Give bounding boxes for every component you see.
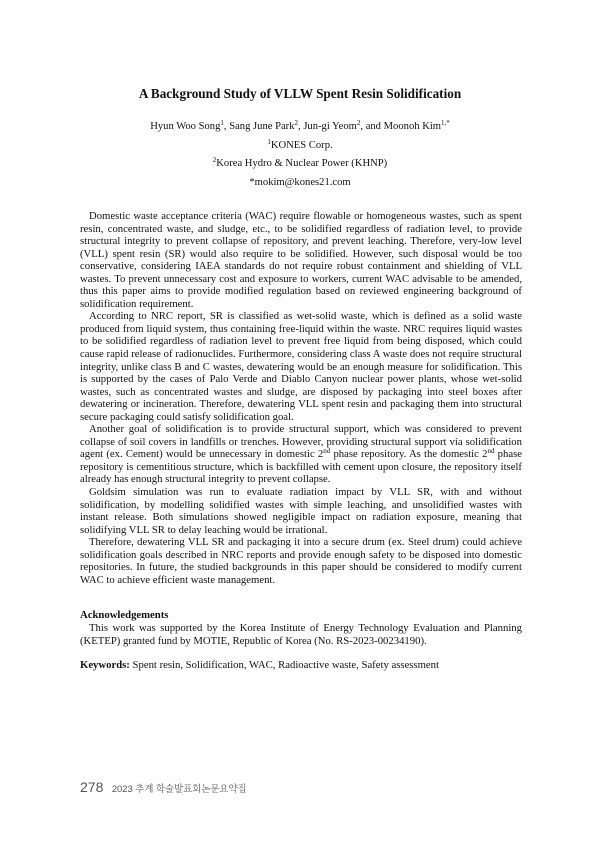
- keywords-label: Keywords:: [80, 659, 130, 671]
- author-separator: ,: [223, 121, 230, 132]
- keywords-text: Spent resin, Solidification, WAC, Radioactive waste, Safety assessment: [129, 659, 439, 671]
- affiliation-2: [0, 158, 600, 169]
- keywords-line: [80, 659, 522, 671]
- author-name: Sang June Park: [229, 121, 295, 132]
- acknowledgements-heading: Acknowledgements: [80, 609, 169, 621]
- author-list: [0, 121, 600, 132]
- paragraph-5: Therefore, dewatering VLL SR and packaging it into a secure drum (ex. Steel drum) could achieve solidification goals described in NRC reports and provide enough safety to be disposed into domestic repositories. In future, the studied backgrounds in this paper should be considered to modify current WAC to achieve efficient waste management.: [80, 536, 522, 586]
- author-affiliation-mark: 2: [356, 119, 361, 127]
- page-number: 278: [80, 779, 104, 795]
- author-affiliation-mark: 1,*: [441, 119, 450, 127]
- affiliation-1: [0, 140, 600, 151]
- paragraph-4: Goldsim simulation was run to evaluate radiation impact by VLL SR, with and without solidification, by modelling solidified wastes with simple leaching, and unsolidified wastes with instant release. Both simulations showed negligible impact on radiation exposure, meaning that solidifying VLL SR to delay leaching would be irrational.: [80, 486, 522, 536]
- paragraph-3-text-b: phase repository. As the domestic 2: [330, 448, 488, 461]
- author-name: Jun-gi Yeom: [303, 121, 357, 132]
- author-affiliation-mark: 1: [220, 119, 224, 127]
- page-footer: [80, 779, 247, 797]
- author-separator: ,: [298, 121, 304, 132]
- author-affiliation-mark: 2: [294, 119, 299, 127]
- author-name: Hyun Woo Song: [150, 121, 221, 132]
- paragraph-1: Domestic waste acceptance criteria (WAC) require flowable or homogeneous wastes, such as spent resin, concentrated waste, and sludge, etc., to be solidified regardless of radiation level, to provide structural integrity to prevent collapse of repository, and prevent leaching. Therefore, very-low level (VLL) spent resin (SR) would also require to be solidified. However, such disposal would be too conservative, considering IAEA standards do not require robust containment and shielding of VLL wastes. To prevent unnecessary cost and exposure to workers, current WAC advisable to be amended, thus this paper aims to provide modified regulation based on reviewed engineering background of solidification requirement.: [80, 210, 522, 310]
- author-name: Moonoh Kim: [383, 121, 442, 132]
- paragraph-2: According to NRC report, SR is classified as wet-solid waste, which is defined as a solid waste produced from liquid system, thus containing free-liquid within the waste. NRC requires liquid wastes to be solidified regardless of radiation level to prevent free liquid from being disposed, which could cause rapid release of radionuclides. Furthermore, considering class A waste does not require structural integrity, unlike class B and C wastes, dewatering would be an enough measure for solidification. This is supported by the cases of Palo Verde and Diablo Canyon nuclear power plants, whose wet-solid wastes, such as concentrated wastes and sludge, are disposed by packaging into steel boxes after dewatering or incineration. Therefore, dewatering VLL spent resin and packaging them into structural secure packaging could satisfy solidification goal.: [80, 310, 522, 423]
- corresponding-email: *mokim@kones21.com: [249, 177, 351, 188]
- abstract-body: [80, 210, 522, 586]
- affiliation-mark: 1: [267, 138, 271, 146]
- ordinal-suffix: nd: [323, 447, 331, 456]
- ordinal-suffix: nd: [487, 447, 495, 456]
- affiliation-name: KONES Corp.: [270, 140, 333, 151]
- affiliation-mark: 2: [212, 156, 217, 164]
- author-separator: , and: [360, 121, 384, 132]
- paper-title: A Background Study of VLLW Spent Resin Solidification: [138, 86, 462, 101]
- acknowledgements-text: This work was supported by the Korea Institute of Energy Technology Evaluation and Planning (KETEP) granted fund by MOTIE, Republic of Korea (No. RS-2023-00234190).: [80, 622, 522, 647]
- paragraph-3-text-c: phase repository is cementitious structure, which is backfilled with cement upon closure, the repository itself already has enough structural integrity to prevent collapse.: [80, 448, 522, 486]
- affiliation-name: Korea Hydro & Nuclear Power (KHNP): [216, 158, 388, 169]
- paragraph-3-text-a: Another goal of solidification is to provide structural support, which was considered to prevent collapse of soil covers in landfills or trenches. However, providing structural support via solidification agent (ex. Cement) would be unnecessary in domestic 2: [80, 423, 522, 461]
- paragraph-3: [80, 423, 522, 486]
- proceedings-name: 2023 추계 학술발표회논문요약집: [111, 783, 247, 794]
